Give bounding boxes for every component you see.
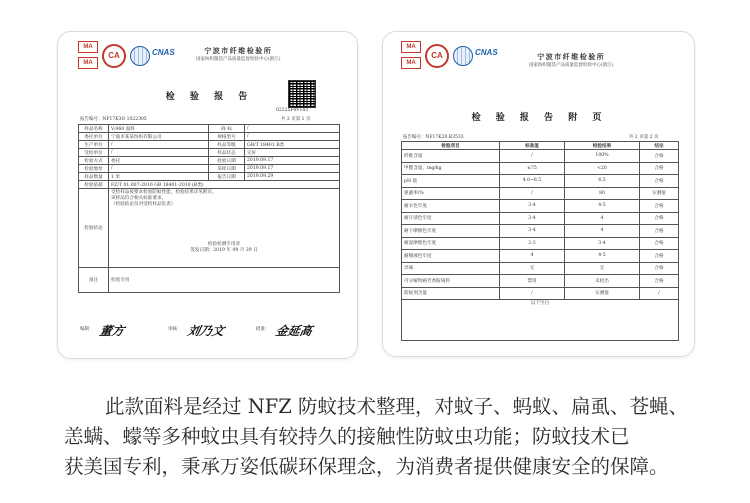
report-field-row — [79, 125, 340, 133]
page-indicator: 共 2 页第 2 页 — [629, 135, 659, 140]
table-cell: 合格 — [640, 212, 679, 225]
table-cell: 耐汗渍色牢度 — [402, 212, 500, 225]
table-cell: 6.5 — [565, 175, 640, 188]
org-name: 宁波市纤维检验所 — [537, 52, 606, 61]
field-value: 2019.09.17 — [245, 165, 340, 173]
appendix-tail-row — [402, 300, 679, 341]
remark-row — [79, 268, 340, 293]
report-sheet — [76, 40, 343, 348]
report-title: 检 验 报 告 — [165, 92, 254, 102]
table-row — [402, 287, 679, 300]
field-value: / — [245, 125, 340, 133]
table-row — [402, 200, 679, 213]
table-cell: 防蚊剂含量 — [402, 287, 500, 300]
report-field-row — [79, 173, 340, 181]
table-cell: 2-3 — [500, 237, 565, 250]
appendix-report-number — [403, 134, 464, 140]
table-cell: / — [500, 187, 565, 200]
table-cell: 甲醛含量，mg/kg — [402, 162, 500, 175]
org-header — [529, 52, 614, 68]
conclusion-line: 受检样品按要求检验防蚊性能，检验结果详见附页。 — [111, 190, 217, 195]
conclusion-text — [111, 189, 337, 207]
field-value: / — [245, 133, 340, 141]
ca-logo-icon: CA — [102, 44, 126, 68]
conclusion-line: 该样品符合相关标准要求。 — [111, 196, 167, 201]
report-number-label: 报告编号： — [80, 117, 103, 122]
signature: 刘乃文 — [186, 324, 226, 338]
seal-line: 签发日期：2019 年 09 月 29 日 — [190, 248, 258, 253]
description-line: 此款面料是经过 NFZ 防蚊技术整理，对蚊子、蚂蚁、扁虱、苍蝇、 — [105, 395, 689, 418]
cnas-logo-icon: CNAS — [152, 48, 175, 57]
description-line: 恙螨、蠓等多种蚊虫具有较持久的接触性防蚊虫功能；防蚊技术已 — [64, 425, 630, 448]
logo-group — [397, 40, 507, 80]
org-subtitle: 国家纺织服装产品质量监督检验中心(浙江) — [529, 63, 614, 68]
field-value: 完好 — [245, 149, 340, 157]
field-label: 样品名称 — [79, 125, 109, 133]
table-row — [402, 275, 679, 288]
appendix-header-row — [402, 142, 679, 150]
report-number-value: NF17K3O 1022305 — [102, 117, 147, 122]
field-value: / — [109, 149, 209, 157]
conclusion-row — [79, 189, 340, 268]
field-value: V;960 面料 — [109, 125, 209, 133]
table-cell: 4-5 — [565, 250, 640, 263]
report-number-label: 报告编号： — [403, 135, 426, 140]
field-value: 1 米 — [109, 173, 209, 181]
table-cell: 合格 — [640, 162, 679, 175]
table-cell: 4-5 — [565, 200, 640, 213]
appendix-table — [401, 141, 679, 341]
signature-label: 批准： — [256, 327, 270, 332]
table-row — [402, 162, 679, 175]
table-cell: 4.0~8.5 — [500, 175, 565, 188]
basis-value: FZ/T 01.007-2016 GB 18401-2010 (B类) — [109, 181, 340, 189]
table-cell: / — [500, 287, 565, 300]
org-header — [196, 46, 281, 62]
field-value: / — [109, 165, 209, 173]
table-row — [402, 237, 679, 250]
table-cell: 合格 — [640, 262, 679, 275]
qr-code-number: 02225F0V1X1 — [276, 108, 309, 113]
table-cell: 合格 — [640, 225, 679, 238]
table-cell: 实测值 — [640, 187, 679, 200]
field-label: 报告日期 — [209, 173, 245, 181]
signature-label: 审核： — [168, 327, 182, 332]
seal-block — [111, 241, 337, 253]
field-label: 委托单位 — [79, 133, 109, 141]
table-cell: 耐湿摩擦色牢度 — [402, 237, 500, 250]
report-field-row — [79, 133, 340, 141]
ma-logo-icon: MA — [401, 41, 421, 53]
field-value: 委托 — [109, 157, 209, 165]
cnas-logo-icon: CNAS — [475, 48, 498, 57]
ma-logo-icon: MA — [78, 57, 98, 69]
table-cell: / — [640, 287, 679, 300]
report-field-row — [79, 141, 340, 149]
table-cell: 实测值 — [565, 287, 640, 300]
column-header: 检验结果 — [565, 142, 640, 150]
ca-logo-icon: CA — [425, 44, 449, 68]
table-cell: 未检出 — [565, 275, 640, 288]
org-name: 宁波市纤维检验所 — [204, 46, 273, 55]
field-value: 宁波市某某纺织有限公司 — [109, 133, 209, 141]
field-label: 样品数量 — [79, 173, 109, 181]
table-cell: pH 值 — [402, 175, 500, 188]
conclusion-cell — [109, 189, 340, 268]
signature: 金延高 — [274, 324, 314, 338]
table-cell: 耐唾液色牢度 — [402, 250, 500, 263]
table-cell: <20 — [565, 162, 640, 175]
field-value: / — [109, 141, 209, 149]
report-field-row — [79, 165, 340, 173]
conclusion-line: （检验结论仅对受检样品负责） — [111, 202, 176, 207]
table-row — [402, 187, 679, 200]
table-cell: 3-4 — [500, 200, 565, 213]
field-label: 样品状态 — [209, 149, 245, 157]
table-cell: 合格 — [640, 275, 679, 288]
page-indicator: 共 2 页第 1 页 — [281, 117, 311, 122]
product-description — [64, 392, 689, 482]
table-cell: 4 — [565, 225, 640, 238]
conclusion-label: 检验结论 — [79, 189, 109, 268]
report-field-row — [79, 149, 340, 157]
appendix-sheet — [397, 40, 682, 344]
table-cell: 耐水色牢度 — [402, 200, 500, 213]
field-value: 2019.09.29 — [245, 173, 340, 181]
field-label: 检验地址 — [79, 165, 109, 173]
table-cell: 4 — [565, 212, 640, 225]
table-cell: 驱避率/% — [402, 187, 500, 200]
field-label: 样品等级 — [209, 141, 245, 149]
table-cell: 合格 — [640, 200, 679, 213]
qr-code-icon — [288, 80, 316, 108]
table-cell: ≤75 — [500, 162, 565, 175]
remark-label: 备注 — [79, 268, 109, 293]
table-cell: 3-4 — [565, 237, 640, 250]
table-cell: 无 — [565, 262, 640, 275]
table-cell: 纤维含量 — [402, 150, 500, 163]
appendix-card — [382, 31, 695, 357]
table-cell: 4 — [500, 250, 565, 263]
description-line: 获美国专利，秉承万姿低碳环保理念，为消费者提供健康安全的保障。 — [64, 455, 669, 478]
table-row — [402, 225, 679, 238]
remark-value: 检验专用 — [109, 268, 340, 293]
seal-line: 检验检测专用章 — [207, 242, 241, 247]
table-cell: 耐干摩擦色牢度 — [402, 225, 500, 238]
table-cell: 3-4 — [500, 212, 565, 225]
basis-label: 检验依据 — [79, 181, 109, 189]
report-number-value: NF17K20.B3533 — [425, 135, 464, 140]
table-row — [402, 150, 679, 163]
signature-label: 编制： — [80, 327, 94, 332]
column-header: 结论 — [640, 142, 679, 150]
table-cell: / — [500, 150, 565, 163]
globe-logo-icon — [453, 46, 473, 66]
field-label: 商 标 — [209, 125, 245, 133]
ma-logo-icon: MA — [401, 57, 421, 69]
field-label: 检验方式 — [79, 157, 109, 165]
field-value: GB/T 18401 B类 — [245, 141, 340, 149]
field-value: 2019.09.17 — [245, 157, 340, 165]
field-label: 规格型号 — [209, 133, 245, 141]
table-row — [402, 175, 679, 188]
report-table — [78, 124, 340, 293]
table-cell: 禁用 — [500, 275, 565, 288]
table-cell: 合格 — [640, 250, 679, 263]
org-subtitle: 国家纺织服装产品质量监督检验中心(浙江) — [196, 57, 281, 62]
field-label: 受检单位 — [79, 149, 109, 157]
signature: 董方 — [98, 324, 126, 338]
report-number — [80, 116, 147, 122]
table-cell: 合格 — [640, 175, 679, 188]
report-card — [57, 31, 358, 359]
basis-row — [79, 181, 340, 189]
ma-logo-icon: MA — [78, 41, 98, 53]
table-cell: 无 — [500, 262, 565, 275]
table-cell: 可分解致癌芳香胺染料 — [402, 275, 500, 288]
logo-group — [76, 40, 186, 80]
field-label: 采样日期 — [209, 165, 245, 173]
tail-note: 以下空白 — [402, 300, 679, 341]
table-cell: 100% — [565, 150, 640, 163]
column-header: 标准值 — [500, 142, 565, 150]
field-label: 检验日期 — [209, 157, 245, 165]
table-cell: 合格 — [640, 237, 679, 250]
table-row — [402, 262, 679, 275]
table-cell: 异味 — [402, 262, 500, 275]
field-label: 生产单位 — [79, 141, 109, 149]
table-cell: 3-4 — [500, 225, 565, 238]
appendix-title: 检 验 报 告 附 页 — [471, 113, 608, 123]
globe-logo-icon — [130, 46, 150, 66]
report-field-row — [79, 157, 340, 165]
table-cell: 合格 — [640, 150, 679, 163]
table-row — [402, 212, 679, 225]
table-cell: 80 — [565, 187, 640, 200]
table-row — [402, 250, 679, 263]
column-header: 检验项目 — [402, 142, 500, 150]
